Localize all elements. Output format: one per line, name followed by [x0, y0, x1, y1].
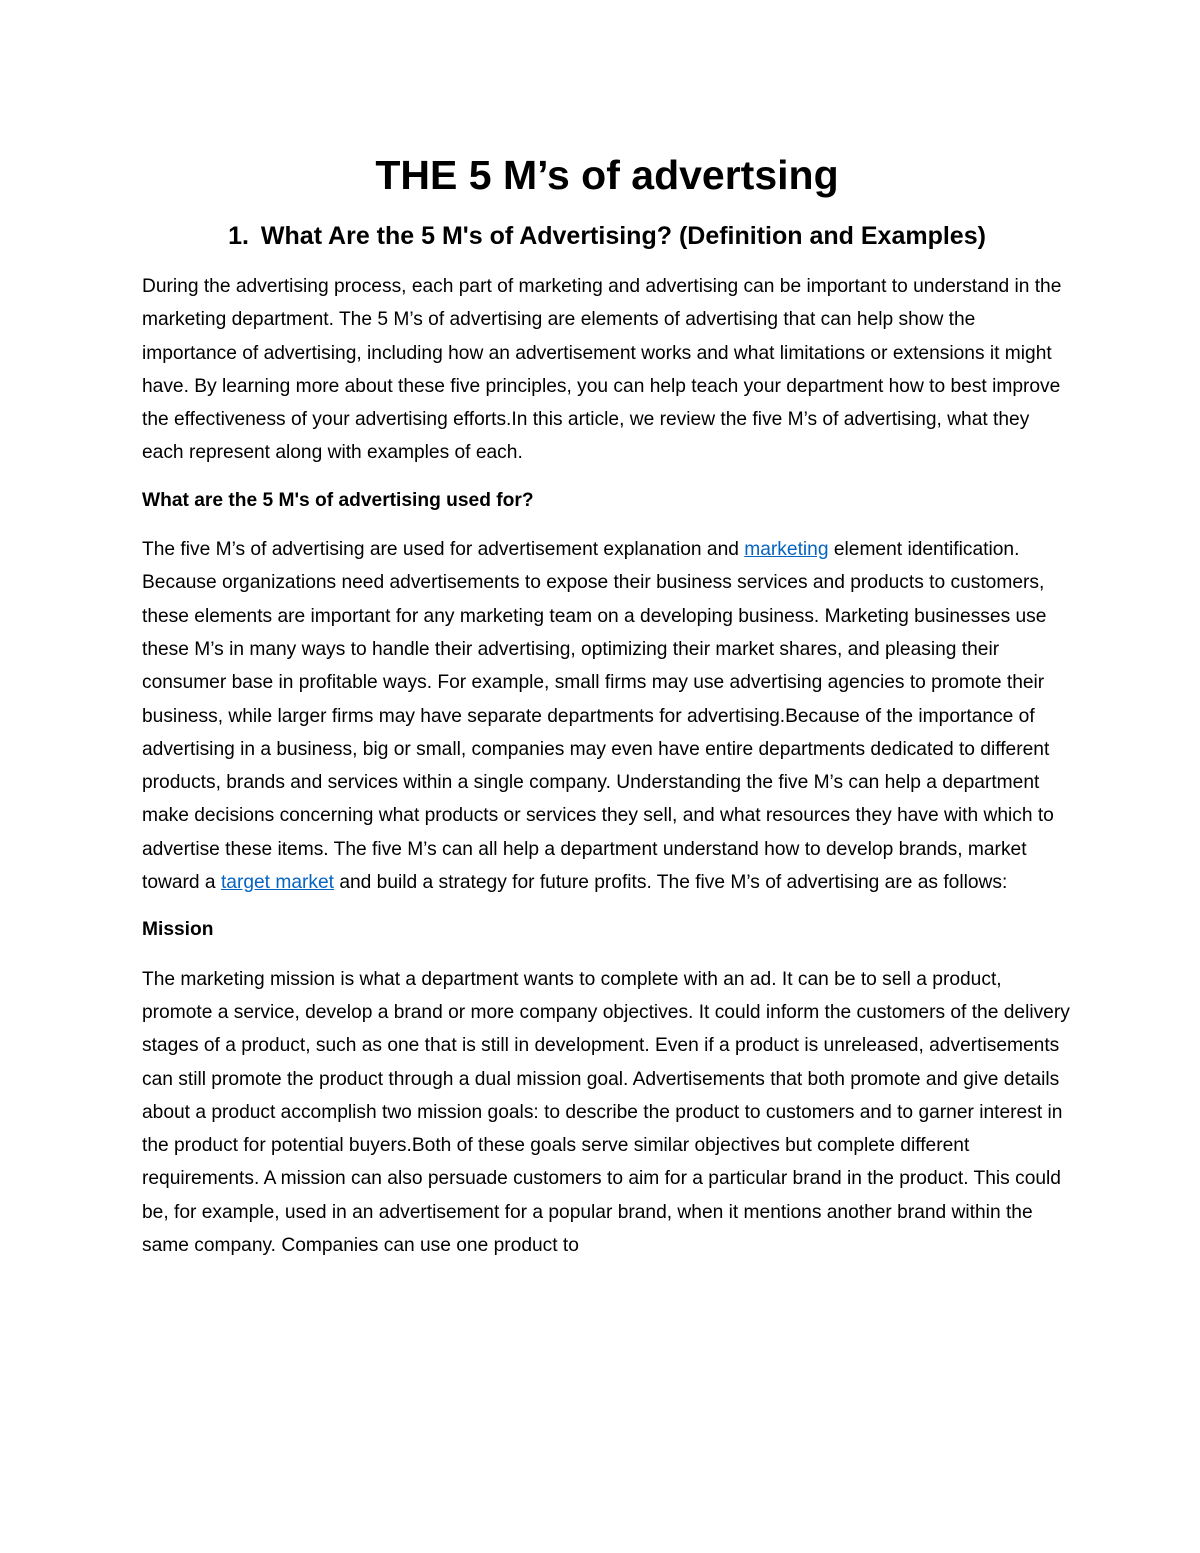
section-number: 1.: [228, 222, 249, 250]
mission-heading: Mission: [142, 919, 214, 941]
target-market-link[interactable]: target market: [220, 872, 334, 894]
uses-paragraph: [142, 533, 1072, 899]
uses-text-part3: and build a strategy for future profits. The five M’s of advertising are as follows:: [333, 872, 1008, 894]
uses-text-part2: element identification. Because organizations need advertisements to expose their business services and products to customers, these elements are important for any marketing team on a developing business. Marketing businesses use these M’s in many ways to handle their advertising, optimizing their market shares, and pleasing their consumer base in profitable ways. For example, small firms may use advertising agencies to promote their business, while larger firms may have separate departments for advertising.Because of the importance of advertising in a business, big or small, companies may even have entire departments dedicated to different products, brands and services within a single company. Understanding the five M’s can help a department make decisions concerning what products or services they sell, and what resources they have with which to advertise these items. The five M’s can all help a department understand how to develop brands, market toward a: [142, 539, 1054, 894]
section-heading-text: What Are the 5 M's of Advertising? (Definition and Examples): [260, 222, 986, 250]
document-title: THE 5 M’s of advertsing: [375, 152, 839, 198]
marketing-link[interactable]: marketing: [744, 539, 829, 561]
mission-paragraph: The marketing mission is what a department wants to complete with an ad. It can be to sell a product, promote a service, develop a brand or more company objectives. It could inform the customers of the delivery stages of a product, such as one that is still in development. Even if a product is unreleased, advertisements can still promote the product through a dual mission goal. Advertisements that both promote and give details about a product accomplish two mission goals: to describe the product to customers and to garner interest in the product for potential buyers.Both of these goals serve similar objectives but complete different requirements. A mission can also persuade customers to aim for a particular brand in the product. This could be, for example, used in an advertisement for a popular brand, when it mentions another brand within the same company. Companies can use one product to: [142, 968, 1070, 1257]
uses-heading: What are the 5 M's of advertising used for?: [142, 489, 534, 511]
uses-text-part1: The five M’s of advertising are used for advertisement explanation and: [142, 539, 745, 561]
document-body: [142, 146, 1072, 1262]
intro-paragraph: During the advertising process, each part of marketing and advertising can be important to understand in the marketing department. The 5 M’s of advertising are elements of advertising that can help show the importance of advertising, including how an advertisement works and what limitations or extensions it might have. By learning more about these five principles, you can help teach your department how to best improve the effectiveness of your advertising efforts.In this article, we review the five M’s of advertising, what they each represent along with examples of each.: [142, 276, 1062, 464]
section-heading: [142, 218, 1072, 254]
